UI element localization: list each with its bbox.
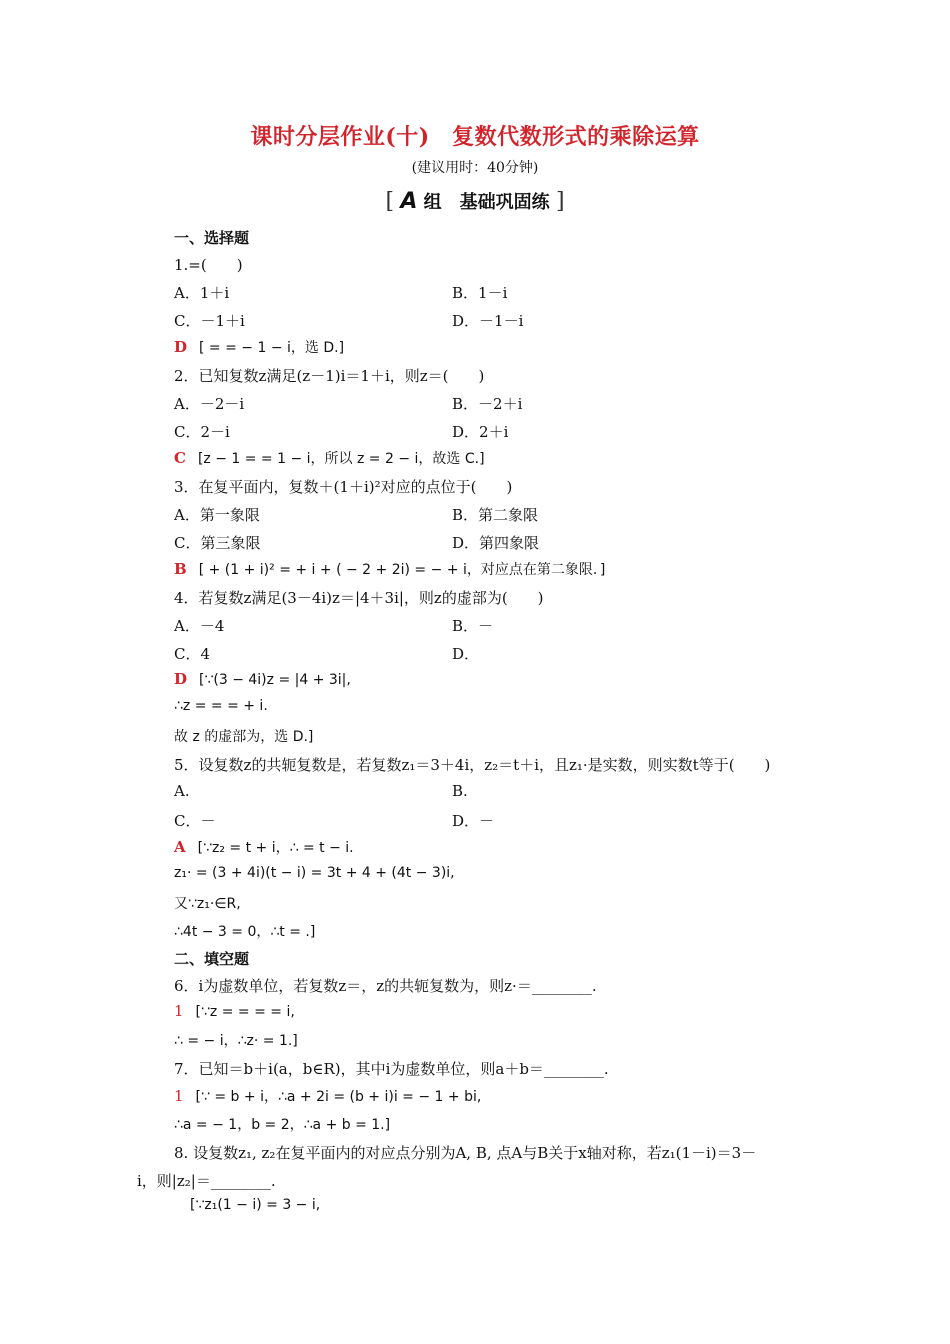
section-heading-choice: 一、选择题 — [174, 229, 250, 247]
q2-option-a: A．－2－i — [174, 395, 245, 413]
q5-option-b: B. — [452, 782, 468, 800]
q7-answer-line — [174, 1086, 481, 1106]
q1-answer-line — [174, 337, 344, 357]
group-heading — [0, 188, 950, 214]
q4-option-d: D． — [452, 645, 480, 663]
q6-answer-line — [174, 1002, 295, 1020]
q8-solution-1: [∵z₁(1 − i) = 3 − i, — [190, 1197, 321, 1213]
q3-option-b: B．第二象限 — [452, 506, 539, 524]
q5-solution-3: 又∵z₁·∈R, — [174, 896, 241, 912]
q5-answer-line — [174, 837, 354, 857]
q1-option-a: A．1＋i — [174, 284, 230, 302]
q2-answer-line — [174, 448, 485, 468]
q5-solution-4: ∴4t − 3 = 0，∴t = .] — [174, 924, 316, 940]
q4-solution-2: ∴z = = = + i. — [174, 698, 268, 714]
suggested-time: (建议用时：40分钟) — [411, 160, 539, 176]
q4-option-a: A．－4 — [174, 617, 225, 635]
q3-option-d: D．第四象限 — [452, 534, 540, 552]
q4-answer-line — [174, 670, 351, 688]
q1-option-d: D．－1－i — [452, 312, 524, 330]
group-label: 组 基础巩固练 — [423, 192, 550, 213]
q8-stem-1: 8. 设复数z₁, z₂在复平面内的对应点分别为A, B, 点A与B关于x轴对称，若z₁(1－i)＝3－ — [174, 1144, 757, 1162]
q7-solution-2: ∴a = − 1，b = 2，∴a + b = 1.] — [174, 1117, 391, 1133]
q1-stem: 1.=( ) — [174, 256, 243, 274]
q4-solution-1: [∵(3 − 4i)z = |4 + 3i|, — [199, 672, 351, 688]
q3-option-c: C．第三象限 — [174, 534, 261, 552]
q2-answer: C — [174, 449, 186, 467]
q5-solution-1: [∵z₂ = t + i，∴ = t − i. — [197, 840, 354, 856]
q6-stem: 6．i为虚数单位，若复数z＝，z的共轭复数为，则z·＝________. — [174, 977, 597, 995]
q6-solution-1: [∵z = = = = i, — [195, 1004, 295, 1020]
q4-solution-3: 故 z 的虚部为，选 D.] — [174, 729, 314, 745]
q5-option-c: C．－ — [174, 812, 216, 830]
q1-solution: [ = = − 1 − i，选 D.] — [199, 340, 345, 356]
q5-stem: 5．设复数z的共轭复数是，若复数z₁＝3＋4i，z₂＝t＋i，且z₁·是实数，则实数t等于( ) — [174, 756, 771, 774]
section-heading-fill: 二、填空题 — [174, 950, 250, 968]
q3-answer-line — [174, 559, 605, 579]
q2-stem: 2．已知复数z满足(z－1)i＝1＋i，则z＝( ) — [174, 367, 485, 385]
q1-option-c: C．－1＋i — [174, 312, 245, 330]
q3-answer: B — [174, 560, 187, 578]
q4-answer: D — [174, 670, 188, 688]
q3-stem: 3．在复平面内，复数＋(1＋i)²对应的点位于( ) — [174, 478, 513, 496]
q6-solution-2: ∴ = − i，∴z· = 1.] — [174, 1033, 298, 1049]
q8-stem-2: i，则|z₂|＝________. — [137, 1172, 276, 1190]
page-title: 课时分层作业(十) 复数代数形式的乘除运算 — [250, 124, 700, 150]
q3-solution: [ + (1 + i)² = + i + ( − 2 + 2i) = − + i，对应点在第二象限．] — [198, 562, 606, 578]
group-letter: A — [400, 189, 418, 214]
q5-solution-2: z₁· = (3 + 4i)(t − i) = 3t + 4 + (4t − 3)i, — [174, 865, 455, 881]
q5-answer: A — [174, 838, 186, 856]
q7-answer: 1 — [174, 1087, 184, 1105]
q4-option-b: B．－ — [452, 617, 494, 635]
q1-option-b: B．1－i — [452, 284, 508, 302]
q7-solution-1: [∵ = b + i，∴a + 2i = (b + i)i = − 1 + bi, — [195, 1089, 482, 1105]
q3-option-a: A．第一象限 — [174, 506, 260, 524]
q6-answer: 1 — [174, 1002, 184, 1020]
q2-option-b: B．－2＋i — [452, 395, 523, 413]
q2-solution: [z − 1 = = 1 − i，所以 z = 2 − i，故选 C.] — [197, 451, 485, 467]
q4-stem: 4．若复数z满足(3－4i)z＝|4＋3i|，则z的虚部为( ) — [174, 589, 544, 607]
q1-answer: D — [174, 338, 188, 356]
q5-option-a: A. — [174, 782, 190, 800]
q2-option-c: C．2－i — [174, 423, 230, 441]
q7-stem: 7．已知＝b＋i(a，b∈R)，其中i为虚数单位，则a＋b＝________. — [174, 1060, 609, 1078]
right-bracket: ] — [555, 189, 565, 214]
q2-option-d: D．2＋i — [452, 423, 509, 441]
q5-option-d: D．－ — [452, 812, 495, 830]
q4-option-c: C．4 — [174, 645, 211, 663]
left-bracket: [ — [385, 189, 395, 214]
